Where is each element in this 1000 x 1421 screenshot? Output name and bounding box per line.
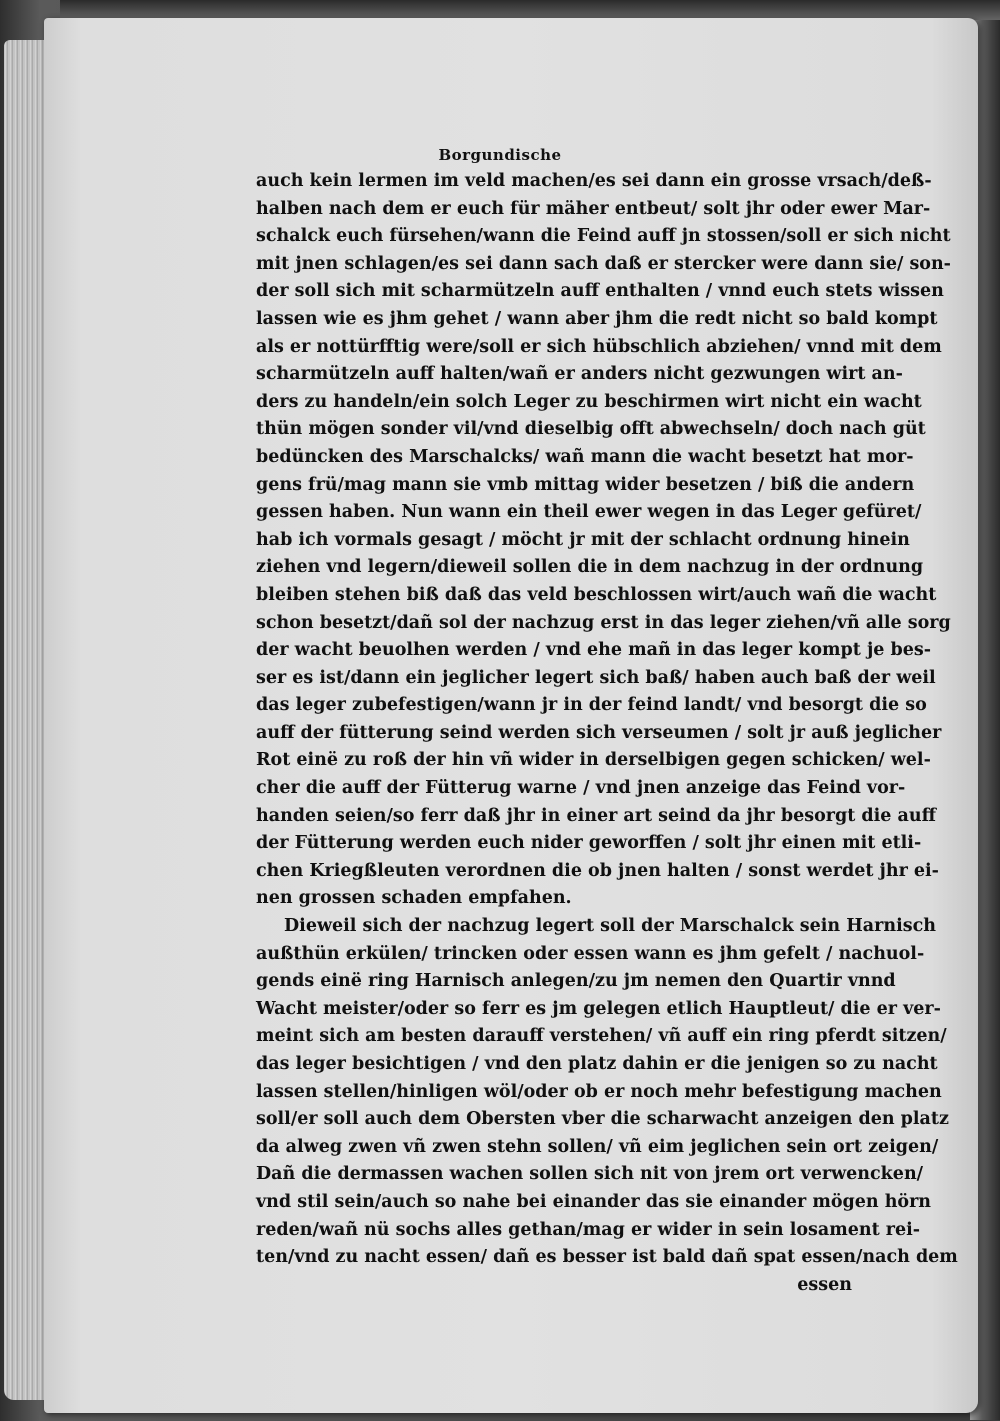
text-line: vnd stil sein/auch so nahe bei einander das sie einander mögen hörn: [256, 1191, 932, 1212]
text-line: das leger besichtigen / vnd den platz dahin er die jenigen so zu nacht: [256, 1054, 938, 1074]
text-line: Wacht meister/oder so ferr es jm gelegen etlich Hauptleut/ die er ver-: [256, 998, 941, 1019]
text-line: ziehen vnd legern/dieweil sollen die in dem nachzug in der ordnung: [256, 557, 924, 578]
text-line: das leger zubefestigen/wann jr in der feind landt/ vnd besorgt die so: [256, 695, 927, 716]
text-line: Dañ die dermassen wachen sollen sich nit von jrem ort verwencken/: [256, 1164, 924, 1185]
text-line: mit jnen schlagen/es sei dann sach daß er stercker were dann sie/ son-: [256, 253, 951, 274]
text-line: Rot einë zu roß der hin vñ wider in derselbigen gegen schicken/ wel-: [256, 750, 931, 771]
text-line: chen Kriegßleuten verordnen die ob jnen halten / sonst werdet jhr ei-: [256, 860, 939, 881]
text-line: ten/vnd zu nacht essen/ dañ es besser ist bald dañ spat essen/nach dem: [256, 1247, 958, 1268]
text-line: soll/er soll auch dem Obersten vber die scharwacht anzeigen den platz: [256, 1109, 949, 1130]
text-line: außthün erkülen/ trincken oder essen wann es jhm gefelt / nachuol-: [256, 943, 925, 964]
text-line: scharmützeln auff halten/wañ er anders nicht gezwungen wirt an-: [256, 364, 903, 385]
text-line: lassen wie es jhm gehet / wann aber jhm die redt nicht so bald kompt: [256, 308, 938, 329]
text-line: der Fütterung werden euch nider geworffen / solt jhr einen mit etli-: [256, 833, 922, 854]
text-line: lassen stellen/hinligen wöl/oder ob er noch mehr befestigung machen: [256, 1081, 942, 1102]
text-line: da alweg zwen vñ zwen stehn sollen/ vñ eim jeglichen sein ort zeigen/: [256, 1136, 939, 1157]
text-line: der soll sich mit scharmützeln auff enthalten / vnnd euch stets wissen: [256, 281, 944, 302]
text-line: auff der fütterung seind werden sich verseumen / solt jr auß jeglicher: [256, 722, 942, 743]
text-line: bedüncken des Marschalcks/ wañ mann die wacht besetzt hat mor-: [256, 446, 914, 467]
text-line: cher die auff der Fütterug warne / vnd jnen anzeige das Feind vor-: [256, 778, 906, 799]
text-line: ser es ist/dann ein jeglicher legert sich baß/ haben auch baß der weil: [256, 667, 936, 688]
text-line: thün mögen sonder vil/vnd dieselbig offt abwechseln/ doch nach güt: [256, 419, 926, 440]
running-head: Borgundische: [438, 146, 562, 164]
text-line: reden/wañ nü sochs alles gethan/mag er wider in sein losament rei-: [256, 1219, 921, 1240]
text-line: gessen haben. Nun wann ein theil ewer wegen in das Leger gefüret/: [256, 502, 922, 523]
text-line: bleiben stehen biß daß das veld beschlossen wirt/auch wañ die wacht: [256, 584, 937, 605]
text-line: schalck euch fürsehen/wann die Feind auff jn stossen/soll er sich nicht: [256, 226, 951, 247]
body-text: [256, 168, 958, 1299]
text-line: halben nach dem er euch für mäher entbeut/ solt jhr oder ewer Mar-: [256, 198, 931, 219]
text-line: schon besetzt/dañ sol der nachzug erst in das leger ziehen/vñ alle sorg: [256, 612, 951, 633]
catchword: essen: [797, 1274, 852, 1295]
text-line: der wacht beuolhen werden / vnd ehe mañ in das leger kompt je bes-: [256, 640, 932, 661]
text-line: handen seien/so ferr daß jhr in einer art seind da jhr besorgt die auff: [256, 805, 936, 826]
text-line: nen grossen schaden empfahen.: [256, 888, 572, 909]
text-line: Dieweil sich der nachzug legert soll der Marschalck sein Harnisch: [284, 916, 936, 937]
text-line: gens frü/mag mann sie vmb mittag wider besetzen / biß die andern: [256, 474, 915, 495]
text-line: auch kein lermen im veld machen/es sei dann ein grosse vrsach/deß-: [256, 171, 932, 191]
text-line: ders zu handeln/ein solch Leger zu beschirmen wirt nicht ein wacht: [256, 391, 922, 412]
text-line: meint sich am besten darauff verstehen/ vñ auff ein ring pferdt sitzen/: [256, 1026, 947, 1047]
text-line: hab ich vormals gesagt / möcht jr mit der schlacht ordnung hinein: [256, 529, 910, 550]
text-line: gends einë ring Harnisch anlegen/zu jm nemen den Quartir vnnd: [256, 971, 896, 992]
text-line: als er nottürfftig were/soll er sich hübschlich abziehen/ vnnd mit dem: [256, 336, 942, 357]
